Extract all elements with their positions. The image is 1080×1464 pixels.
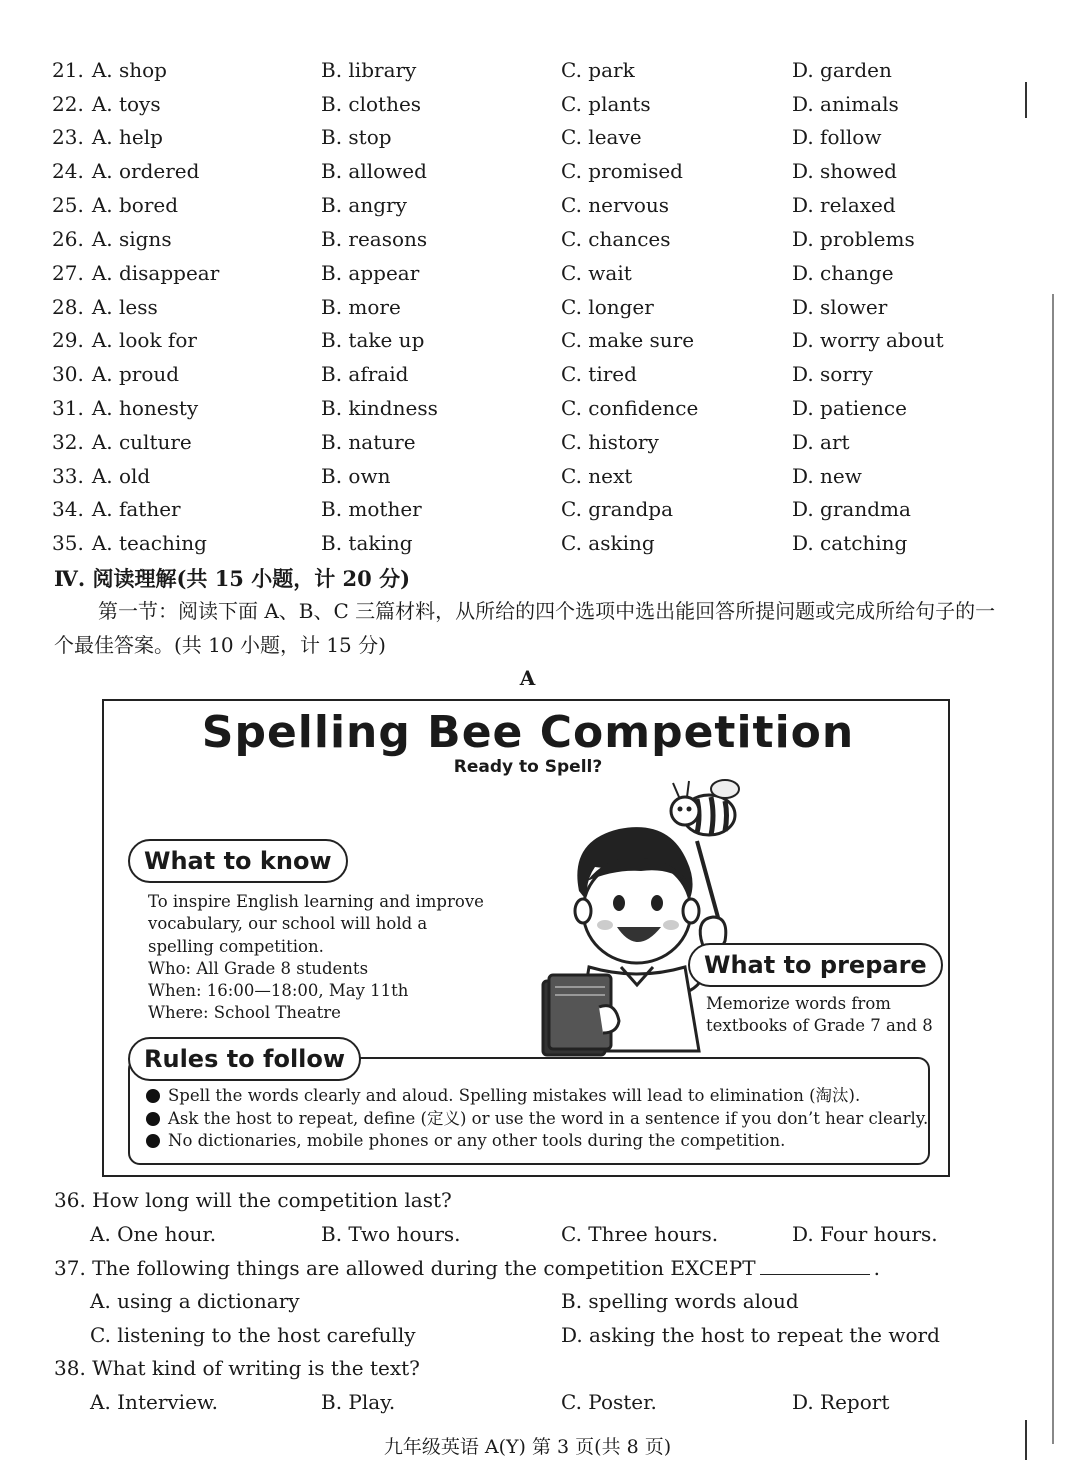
mc-option-d: D. new (792, 464, 862, 488)
what-to-know-text (148, 891, 508, 1025)
mc-option-text: A. signs (91, 227, 172, 251)
mc-row (0, 497, 1080, 531)
mc-option-c: C. history (561, 430, 659, 454)
mc-option-c: C. asking (561, 531, 655, 555)
mc-number: 28. (52, 295, 84, 319)
q37-option-b: B. spelling words aloud (561, 1289, 799, 1313)
bullet-icon (146, 1134, 160, 1148)
rules-heading: Rules to follow (128, 1037, 361, 1081)
mc-row (0, 92, 1080, 126)
mc-option-b: B. angry (321, 193, 407, 217)
mc-option-d: D. animals (792, 92, 899, 116)
mc-option-d: D. art (792, 430, 850, 454)
what-to-prepare-text (706, 993, 946, 1038)
mc-option-b: B. taking (321, 531, 413, 555)
know-line: spelling competition. (148, 936, 324, 956)
mc-row (0, 193, 1080, 227)
rule-text: Spell the words clearly and aloud. Spelling mistakes will lead to elimination (淘汰). (168, 1086, 861, 1105)
mc-option-b: B. stop (321, 125, 392, 149)
mc-option-text: A. disappear (91, 261, 220, 285)
mc-option-b: B. appear (321, 261, 420, 285)
mc-option-c: C. promised (561, 159, 683, 183)
mc-option-d: D. problems (792, 227, 915, 251)
page-footer: 九年级英语 A(Y) 第 3 页(共 8 页) (383, 1436, 672, 1458)
spelling-bee-poster (102, 699, 950, 1177)
mc-number: 29. (52, 328, 84, 352)
mc-option-text: A. honesty (91, 396, 199, 420)
rule-text: Ask the host to repeat, define (定义) or use the word in a sentence if you don’t hear clearly. (168, 1108, 929, 1128)
bullet-icon (146, 1089, 160, 1103)
mc-option-a (52, 497, 181, 521)
question-37 (54, 1256, 880, 1280)
mc-option-text: A. look for (91, 328, 197, 352)
q37-option-d: D. asking the host to repeat the word (561, 1323, 940, 1347)
mc-option-d: D. worry about (792, 328, 944, 352)
passage-label: A (519, 666, 536, 690)
what-to-know-heading: What to know (128, 839, 348, 883)
mc-option-b: B. kindness (321, 396, 438, 420)
mc-option-d: D. follow (792, 125, 882, 149)
prepare-line: Memorize words from (706, 994, 891, 1013)
mc-option-b: B. allowed (321, 159, 427, 183)
mc-row (0, 464, 1080, 498)
mc-row (0, 261, 1080, 295)
q38-option-d: D. Report (792, 1390, 890, 1414)
q37-stem: 37. The following things are allowed during the competition EXCEPT (54, 1256, 756, 1280)
scan-edge-mark (1025, 1420, 1027, 1460)
know-line: To inspire English learning and improve (148, 892, 484, 911)
mc-row (0, 125, 1080, 159)
mc-number: 25. (52, 193, 84, 217)
q37-stem-end: . (873, 1256, 880, 1280)
q38-option-b: B. Play. (321, 1390, 396, 1414)
answer-blank (760, 1256, 870, 1275)
prepare-line: textbooks of Grade 7 and 8 (706, 1016, 933, 1036)
question-36: 36. How long will the competition last? (54, 1188, 452, 1212)
mc-option-a (52, 227, 172, 251)
mc-option-d: D. grandma (792, 497, 911, 521)
mc-option-c: C. leave (561, 125, 642, 149)
mc-option-c: C. make sure (561, 328, 695, 352)
mc-option-a (52, 430, 192, 454)
q36-option-d: D. Four hours. (792, 1222, 938, 1246)
mc-option-text: A. culture (91, 430, 192, 454)
rule-text: No dictionaries, mobile phones or any other tools during the competition. (168, 1131, 786, 1151)
mc-option-a (52, 362, 179, 386)
mc-number: 31. (52, 396, 84, 420)
mc-number: 35. (52, 531, 84, 555)
mc-option-text: A. father (91, 497, 181, 521)
know-line: Who: All Grade 8 students (148, 958, 369, 978)
mc-option-text: A. ordered (91, 159, 200, 183)
section-title: Ⅳ. 阅读理解(共 15 小题，计 20 分) (54, 566, 411, 591)
mc-option-b: B. afraid (321, 362, 409, 386)
mc-option-text: A. less (91, 295, 158, 319)
mc-option-d: D. catching (792, 531, 908, 555)
rule-item (146, 1130, 928, 1153)
q37-option-a: A. using a dictionary (90, 1289, 300, 1313)
mc-option-a (52, 58, 167, 82)
mc-row (0, 430, 1080, 464)
mc-option-a (52, 396, 198, 420)
poster-title: Spelling Bee Competition (201, 707, 855, 758)
mc-option-d: D. showed (792, 159, 897, 183)
mc-option-a (52, 92, 161, 116)
mc-row (0, 159, 1080, 193)
mc-number: 33. (52, 464, 84, 488)
mc-row (0, 227, 1080, 261)
mc-row (0, 396, 1080, 430)
mc-option-a (52, 159, 199, 183)
mc-row (0, 531, 1080, 565)
know-line: vocabulary, our school will hold a (148, 914, 428, 934)
mc-option-a (52, 295, 158, 319)
mc-number: 23. (52, 125, 84, 149)
mc-number: 26. (52, 227, 84, 251)
mc-option-d: D. patience (792, 396, 907, 420)
mc-number: 34. (52, 497, 84, 521)
mc-option-c: C. chances (561, 227, 671, 251)
mc-option-a (52, 464, 150, 488)
mc-row (0, 58, 1080, 92)
q36-option-b: B. Two hours. (321, 1222, 461, 1246)
mc-number: 27. (52, 261, 84, 285)
mc-option-b: B. library (321, 58, 417, 82)
mc-option-d: D. relaxed (792, 193, 896, 217)
rules-list (146, 1085, 928, 1153)
mc-option-c: C. tired (561, 362, 637, 386)
mc-option-b: B. own (321, 464, 391, 488)
mc-option-text: A. bored (91, 193, 179, 217)
scan-edge-mark (1025, 82, 1027, 118)
mc-option-a (52, 125, 163, 149)
question-38: 38. What kind of writing is the text? (54, 1356, 420, 1380)
rule-item (146, 1085, 928, 1108)
mc-option-c: C. park (561, 58, 635, 82)
mc-number: 22. (52, 92, 84, 116)
mc-row (0, 328, 1080, 362)
mc-option-c: C. wait (561, 261, 632, 285)
mc-option-b: B. reasons (321, 227, 428, 251)
q37-option-c: C. listening to the host carefully (90, 1323, 416, 1347)
mc-number: 24. (52, 159, 84, 183)
mc-option-c: C. nervous (561, 193, 670, 217)
mc-number: 30. (52, 362, 84, 386)
mc-option-b: B. mother (321, 497, 422, 521)
mc-option-d: D. change (792, 261, 894, 285)
mc-option-c: C. longer (561, 295, 654, 319)
section-instruction: 第一节：阅读下面 A、B、C 三篇材料，从所给的四个选项中选出能回答所提问题或完成所给句子的一个最佳答案。(共 10 小题，计 15 分) (54, 599, 996, 657)
scan-edge-line (1052, 294, 1054, 1444)
mc-option-b: B. more (321, 295, 401, 319)
mc-option-text: A. proud (91, 362, 180, 386)
mc-row (0, 362, 1080, 396)
mc-number: 32. (52, 430, 84, 454)
know-line: When: 16:00—18:00, May 11th (148, 981, 409, 1001)
bullet-icon (146, 1112, 160, 1126)
mc-option-c: C. next (561, 464, 633, 488)
mc-row (0, 295, 1080, 329)
what-to-prepare-heading: What to prepare (688, 943, 943, 987)
mc-option-d: D. slower (792, 295, 888, 319)
mc-option-a (52, 328, 197, 352)
mc-option-c: C. confidence (561, 396, 699, 420)
q36-option-c: C. Three hours. (561, 1222, 719, 1246)
q38-option-c: C. Poster. (561, 1390, 657, 1414)
mc-option-b: B. take up (321, 328, 425, 352)
mc-option-text: A. help (91, 125, 163, 149)
mc-option-text: A. teaching (91, 531, 207, 555)
mc-option-a (52, 531, 207, 555)
rule-item (146, 1108, 928, 1131)
poster-subtitle: Ready to Spell? (453, 757, 603, 777)
mc-option-text: A. old (91, 464, 151, 488)
q38-option-a: A. Interview. (90, 1390, 219, 1414)
mc-option-text: A. shop (91, 58, 167, 82)
mc-option-d: D. garden (792, 58, 892, 82)
mc-option-text: A. toys (91, 92, 161, 116)
mc-option-b: B. nature (321, 430, 416, 454)
know-line: Where: School Theatre (148, 1003, 341, 1023)
mc-option-d: D. sorry (792, 362, 873, 386)
mc-option-c: C. grandpa (561, 497, 674, 521)
mc-option-b: B. clothes (321, 92, 422, 116)
mc-option-a (52, 261, 219, 285)
mc-option-a (52, 193, 178, 217)
mc-number: 21. (52, 58, 84, 82)
q36-option-a: A. One hour. (90, 1222, 217, 1246)
mc-option-c: C. plants (561, 92, 651, 116)
